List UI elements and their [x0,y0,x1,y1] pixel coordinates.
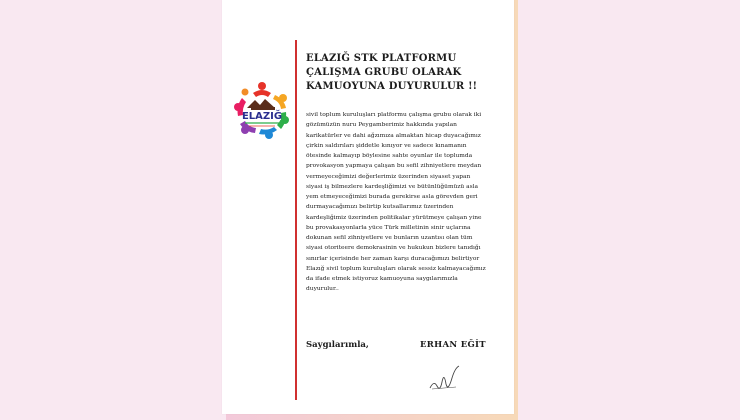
document-title: ELAZIĞ STK PLATFORMU ÇALIŞMA GRUBU OLARAK KAMUOYUNA DUYURULUR !! [306,53,478,92]
logo-name: ELAZIĞ [241,111,283,122]
closing-salutation: Saygılarımla, [306,340,369,350]
document-body: sivil toplum kuruluşları platformu çalışma grubu olarak iki gözümüzün nuru Peygamberimiz hakkında yapılan karikatürler ve dahi ağzımıza almaktan hicap duyacağımız çirkin saldırıları şiddetle kınıyor ve sadece kınamanın ötesinde kalmayıp böylesine sahte oyunlar ile toplumda provokasyon yapmaya çalışan bu sefil zihniyetlere meydan vermeyeceğimizi değerlerimiz üzerinden siyaset yapan siyasi iş bilmezlere kardeşliğimizi ve bütünlüğümüzü asla yem etmeyeceğimizi burada gerekirse asla görevden geri durmayacağımızı belirtip kutsallarımız üzerinden kardeşliğimiz üzerinden politikalar yürütmeye çalışan yine bu provakasyonlarla yüce Türk milletinin sinir uçlarına dokunan sefil zihniyetlere ve bunların uzantısı olan tüm siyasi otoriteere demokrasinin ve hukukun bizlere tanıdığı sınırlar içerisinde her zaman karşı duracağımızı belirtiyor Elazığ sivil toplum kuruluşları olarak sessiz kalmayacağımız da ifade etmek istiyoruz kamuoyuna saygılarımızla duyurulur.. [306,112,486,293]
signer-name: ERHAN EĞİT [420,340,486,350]
vertical-divider [295,40,297,400]
elazig-platform-logo [231,80,293,140]
signature-mark [428,362,462,392]
